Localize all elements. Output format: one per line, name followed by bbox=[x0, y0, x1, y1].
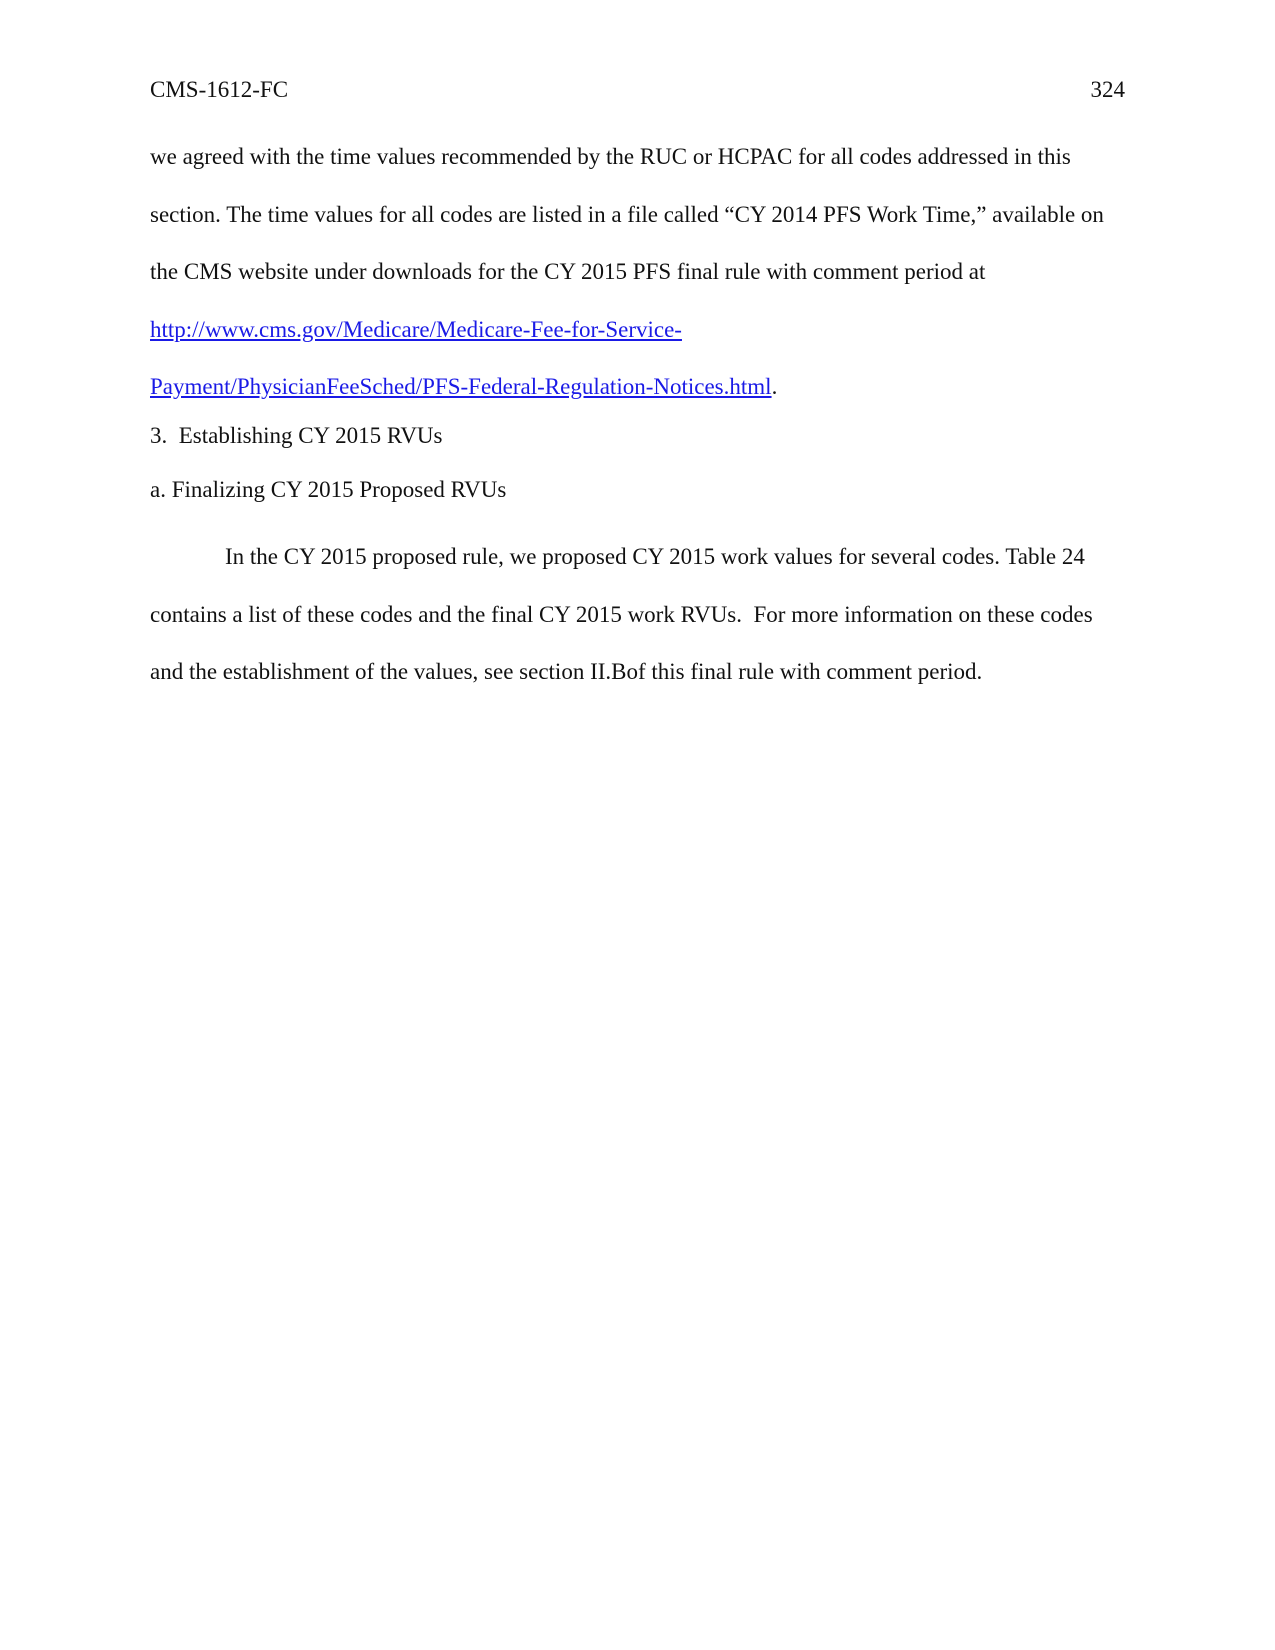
section-heading: 3. Establishing CY 2015 RVUs bbox=[150, 423, 443, 448]
subsection-heading: a. Finalizing CY 2015 Proposed RVUs bbox=[150, 477, 507, 502]
link-text-part1: http://www.cms.gov/Medicare/Medicare-Fee-for-Service- bbox=[150, 316, 682, 342]
cms-pfs-link[interactable] bbox=[150, 317, 772, 400]
link-text-part2: Payment/PhysicianFeeSched/PFS-Federal-Regulation-Notices.html bbox=[150, 374, 772, 399]
page-number: 324 bbox=[1090, 77, 1125, 102]
paragraph-proposed-rvus: In the CY 2015 proposed rule, we proposed CY 2015 work values for several codes. Table 24 contains a list of these codes and the final CY 2015 work RVUs. For more information on these codes and the establishment of the values, see section II.Bof this final rule with comment period. bbox=[150, 544, 1099, 684]
paragraph-text-end: . bbox=[771, 374, 778, 399]
paragraph-text: we agreed with the time values recommended by the RUC or HCPAC for all codes addressed in this section. The time values for all codes are listed in a file called “CY 2014 PFS Work Time,” available on the CMS website under downloads for the CY 2015 PFS final rule with comment period at bbox=[150, 144, 1104, 284]
document-id: CMS-1612-FC bbox=[150, 77, 289, 102]
paragraph-time-values bbox=[150, 128, 1130, 416]
